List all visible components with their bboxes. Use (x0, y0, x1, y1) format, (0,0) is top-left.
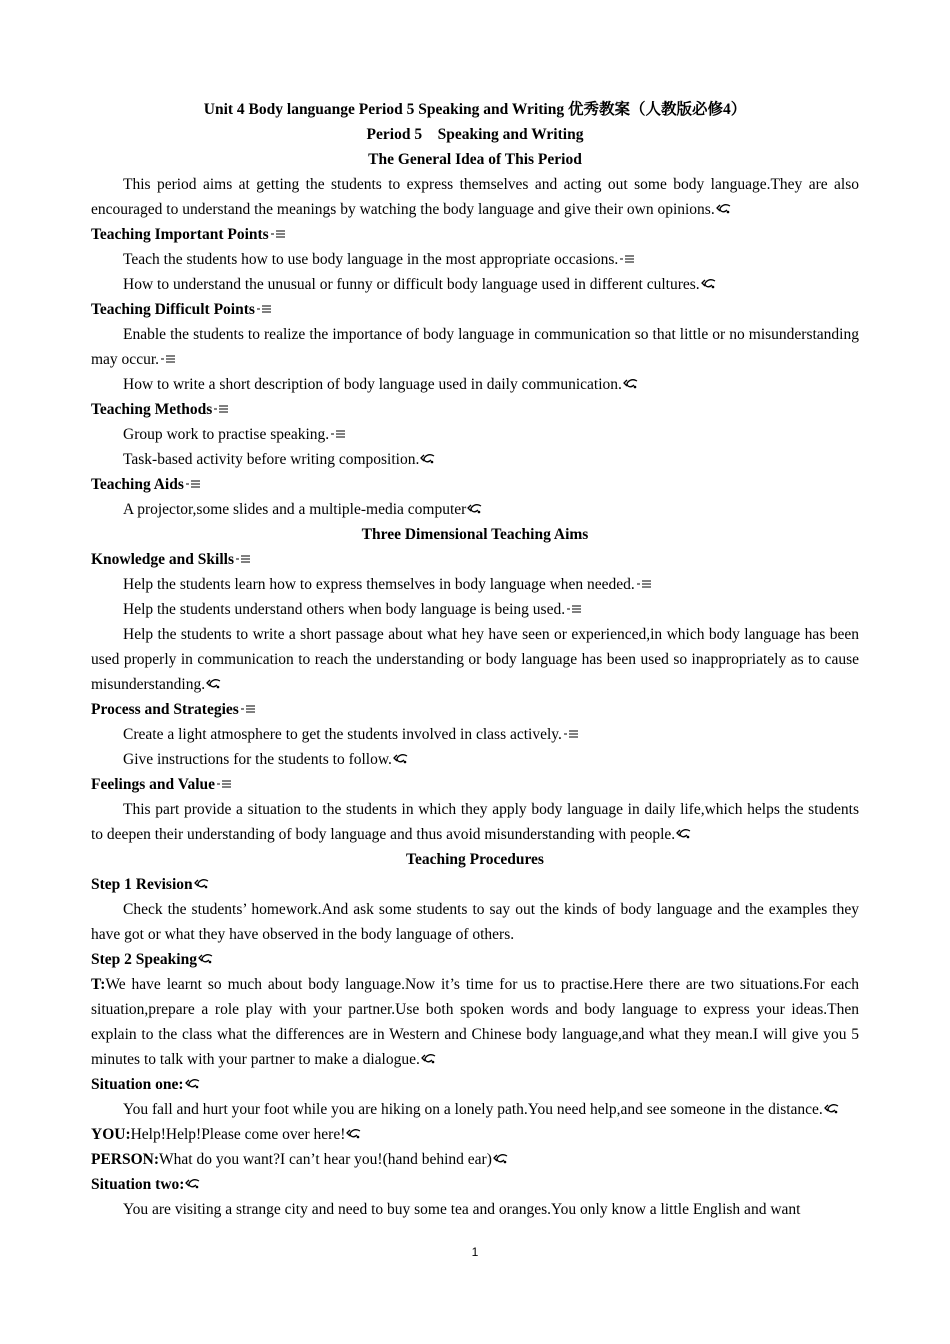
process-heading: Process and Strategies (91, 697, 859, 722)
general-idea-text: This period aims at getting the students to express themselves and acting out some body language.They are also encouraged to understand the meanings by watching the body language and give their own opinions. (91, 176, 859, 218)
speaker-label: PERSON: (91, 1151, 160, 1168)
document-body (91, 97, 859, 1222)
paragraph-mark-icon (701, 278, 717, 290)
difficult-point-item: How to write a short description of body language used in daily communication. (91, 372, 859, 397)
difficult-point-item: Enable the students to realize the importance of body language in communication so that little or no misunderstanding may occur. (91, 326, 859, 368)
method-item: Task-based activity before writing composition. (91, 447, 859, 472)
dialogue-line: PERSON:What do you want?I can’t hear you!(hand behind ear) (91, 1147, 859, 1172)
paragraph-mark-icon (676, 828, 692, 840)
speaker-label: YOU: (91, 1126, 131, 1143)
aids-heading: Teaching Aids (91, 472, 859, 497)
aims-heading: Three Dimensional Teaching Aims (361, 526, 589, 543)
line-break-mark-icon (235, 553, 251, 565)
line-break-mark-icon (636, 578, 652, 590)
situation2-text: You are visiting a strange city and need to buy some tea and oranges.You only know a little English and want (123, 1201, 801, 1218)
paragraph-mark-icon (623, 378, 639, 390)
line-break-mark-icon (619, 253, 635, 265)
line-break-mark-icon (216, 778, 232, 790)
paragraph-mark-icon (393, 753, 409, 765)
paragraph-mark-icon (421, 1053, 437, 1065)
important-points-heading: Teaching Important Points (91, 222, 859, 247)
methods-heading: Teaching Methods (91, 397, 859, 422)
situation1-heading: Situation one: (91, 1072, 859, 1097)
step2-heading: Step 2 Speaking (91, 947, 859, 972)
aids-text: A projector,some slides and a multiple-media computer (91, 497, 859, 522)
feelings-text: This part provide a situation to the students in which they apply body language in daily life,which helps the students to deepen their understanding of body language and thus avoid misunderstanding with people. (91, 801, 859, 843)
document-subtitle: Period 5 Speaking and Writing (366, 126, 584, 143)
step1-text: Check the students’ homework.And ask some students to say out the kinds of body language and the examples they have got or what they have observed in the body language of others. (91, 901, 859, 943)
paragraph-mark-icon (346, 1128, 362, 1140)
knowledge-item: Help the students learn how to express themselves in body language when needed. (91, 572, 859, 597)
line-break-mark-icon (256, 303, 272, 315)
general-idea-heading: The General Idea of This Period (368, 151, 582, 168)
knowledge-item: Help the students to write a short passage about what hey have seen or experienced,in which body language has been used properly in communication to reach the understanding or body language has been used so inappropriately as to cause misunderstanding. (91, 626, 859, 693)
speaker-label: T: (91, 976, 106, 993)
line-break-mark-icon (566, 603, 582, 615)
paragraph-mark-icon (467, 503, 483, 515)
line-break-mark-icon (160, 353, 176, 365)
knowledge-item: Help the students understand others when body language is being used. (91, 597, 859, 622)
procedures-heading: Teaching Procedures (406, 851, 544, 868)
dialogue-line: YOU:Help!Help!Please come over here! (91, 1122, 859, 1147)
situation1-text: You fall and hurt your foot while you are hiking on a lonely path.You need help,and see someone in the distance. (91, 1097, 859, 1122)
process-item: Create a light atmosphere to get the students involved in class actively. (91, 722, 859, 747)
paragraph-mark-icon (493, 1153, 509, 1165)
method-item: Group work to practise speaking. (91, 422, 859, 447)
step1-heading: Step 1 Revision (91, 872, 859, 897)
situation2-heading: Situation two: (91, 1172, 859, 1197)
important-point-item: Teach the students how to use body language in the most appropriate occasions. (91, 247, 859, 272)
line-break-mark-icon (563, 728, 579, 740)
feelings-heading: Feelings and Value (91, 772, 859, 797)
paragraph-mark-icon (185, 1178, 201, 1190)
line-break-mark-icon (270, 228, 286, 240)
paragraph-mark-icon (206, 678, 222, 690)
process-item: Give instructions for the students to follow. (91, 747, 859, 772)
line-break-mark-icon (240, 703, 256, 715)
important-point-item: How to understand the unusual or funny or difficult body language used in different cultures. (91, 272, 859, 297)
page-number: 1 (471, 1245, 479, 1259)
paragraph-mark-icon (420, 453, 436, 465)
line-break-mark-icon (330, 428, 346, 440)
paragraph-mark-icon (198, 953, 214, 965)
paragraph-mark-icon (194, 878, 210, 890)
paragraph-mark-icon (716, 203, 732, 215)
knowledge-heading: Knowledge and Skills (91, 547, 859, 572)
step2-text: T:We have learnt so much about body language.Now it’s time for us to practise.Here there are two situations.For each situation,prepare a role play with your partner.Use both spoken words and body language to express your ideas.Then explain to the class what the differences are in Western and Chinese body language,and what they mean.I will give you 5 minutes to talk with your partner to make a dialogue. (91, 976, 859, 1068)
paragraph-mark-icon (185, 1078, 201, 1090)
line-break-mark-icon (185, 478, 201, 490)
difficult-points-heading: Teaching Difficult Points (91, 297, 859, 322)
paragraph-mark-icon (824, 1103, 840, 1115)
line-break-mark-icon (213, 403, 229, 415)
document-title: Unit 4 Body languange Period 5 Speaking and Writing 优秀教案（人教版必修4） (203, 101, 747, 118)
